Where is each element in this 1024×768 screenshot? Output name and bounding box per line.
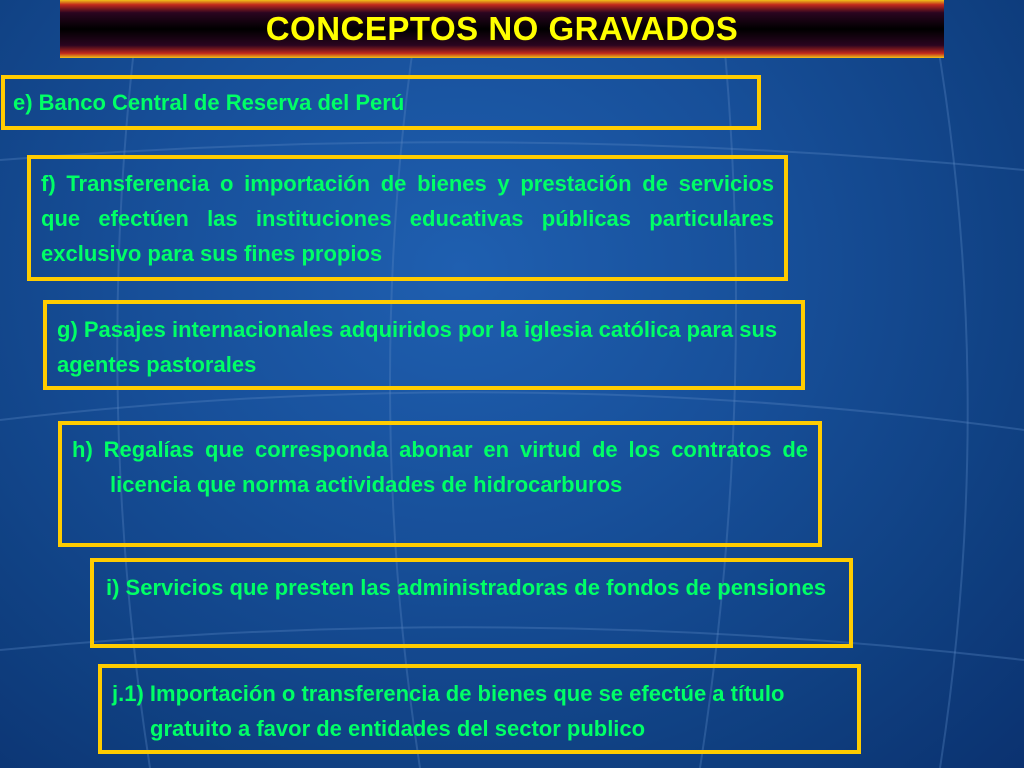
item-f-text: f) Transferencia o importación de bienes y prestación de servicios que efectúen las instituciones educativas públicas particulares exclusivo para sus fines propios bbox=[41, 171, 774, 266]
item-e-box bbox=[1, 75, 761, 130]
title-bar bbox=[60, 0, 944, 58]
item-g-box bbox=[43, 300, 805, 390]
slide-title: CONCEPTOS NO GRAVADOS bbox=[265, 10, 739, 47]
item-e-text: e) Banco Central de Reserva del Perú bbox=[13, 90, 405, 115]
item-i-text: i) Servicios que presten las administradoras de fondos de pensiones bbox=[106, 575, 827, 600]
item-j1-box bbox=[98, 664, 861, 754]
item-g-text: g) Pasajes internacionales adquiridos por la iglesia católica para sus agentes pastorales bbox=[57, 317, 778, 377]
item-i-box bbox=[90, 558, 853, 648]
item-h-text: h) Regalías que corresponda abonar en virtud de los contratos de licencia que norma actividades de hidrocarburos bbox=[72, 437, 808, 497]
item-f-box bbox=[27, 155, 788, 281]
item-j1-text: j.1) Importación o transferencia de bienes que se efectúe a título gratuito a favor de entidades del sector publico bbox=[112, 681, 785, 741]
item-h-box bbox=[58, 421, 822, 547]
